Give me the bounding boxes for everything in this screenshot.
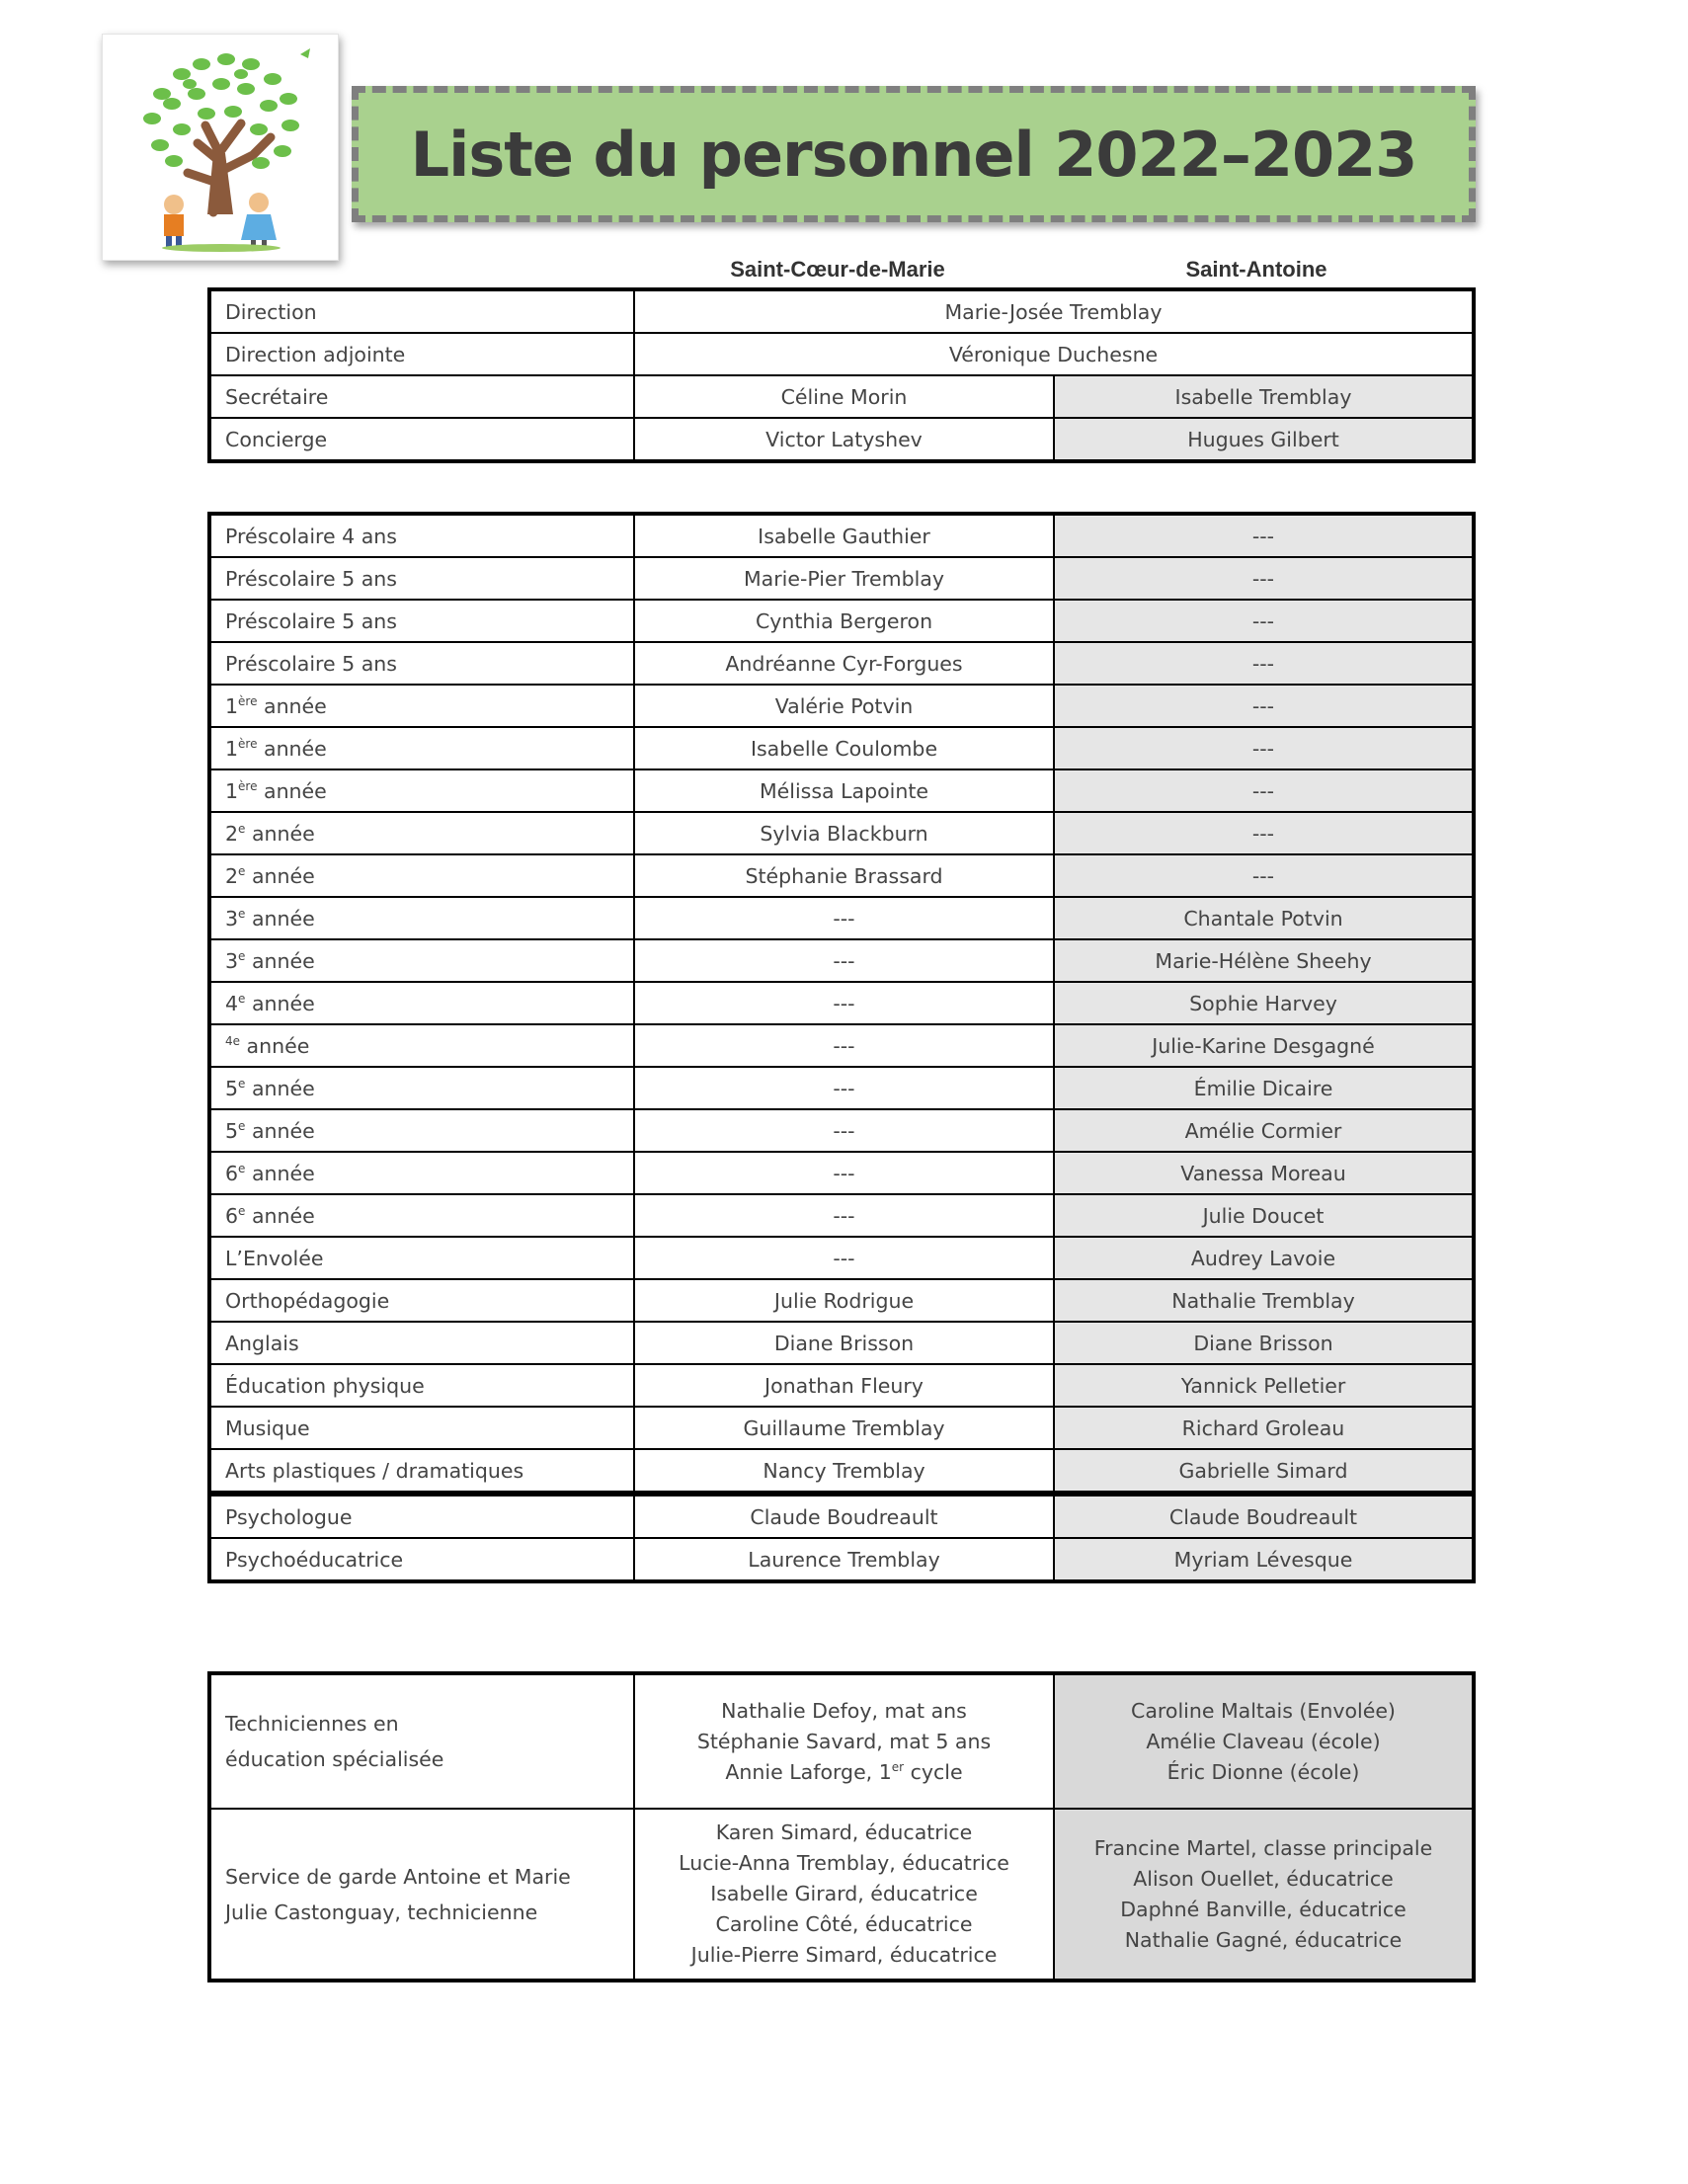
staff-cell-left [634, 1809, 1054, 1981]
ordinal-superscript: ère [238, 693, 258, 708]
staff-line: Alison Ouellet, éducatrice [1133, 1866, 1394, 1891]
role-cell [209, 1067, 634, 1109]
role-cell: Concierge [209, 418, 634, 461]
staff-cell-left: Guillaume Tremblay [634, 1407, 1054, 1449]
table-row [209, 333, 1474, 375]
staff-cell-left: --- [634, 982, 1054, 1024]
staff-cell-right: Amélie Cormier [1054, 1109, 1474, 1152]
table-row [209, 897, 1474, 939]
ordinal-superscript: ère [238, 778, 258, 793]
grade-word: année [245, 1203, 315, 1228]
table-row [209, 982, 1474, 1024]
staff-cell-right: --- [1054, 685, 1474, 727]
staff-cell-right: Émilie Dicaire [1054, 1067, 1474, 1109]
table-row [209, 289, 1474, 333]
staff-cell-left: Victor Latyshev [634, 418, 1054, 461]
ordinal-superscript: e [238, 1076, 246, 1091]
staff-cell-right: Isabelle Tremblay [1054, 375, 1474, 418]
role-cell: Préscolaire 4 ans [209, 514, 634, 557]
staff-cell-left: Julie Rodrigue [634, 1279, 1054, 1322]
table-row [209, 1364, 1474, 1407]
staff-cell-right [1054, 1809, 1474, 1981]
table-row-tes [209, 1673, 1474, 1809]
grade-number: 1 [225, 778, 239, 803]
grade-number: 5 [225, 1118, 239, 1143]
grade-number: 6 [225, 1203, 239, 1228]
grade-number: 1 [225, 693, 239, 718]
role-cell: L’Envolée [209, 1237, 634, 1279]
staff-cell-left: --- [634, 1109, 1054, 1152]
staff-cell-right: --- [1054, 727, 1474, 769]
grade-word: année [257, 736, 327, 761]
staff-line: Stéphanie Savard, mat 5 ans [696, 1729, 992, 1753]
ordinal-superscript: e [238, 1118, 246, 1133]
staff-cell-left: Diane Brisson [634, 1322, 1054, 1364]
table-row [209, 1494, 1474, 1538]
ordinal-superscript: er [891, 1759, 905, 1774]
staff-cell-left: --- [634, 1237, 1054, 1279]
staff-cell-right: Sophie Harvey [1054, 982, 1474, 1024]
role-cell: Préscolaire 5 ans [209, 642, 634, 685]
table-row [209, 939, 1474, 982]
grade-word: année [257, 693, 327, 718]
staff-cell-right: Claude Boudreault [1054, 1494, 1474, 1538]
grade-word: année [257, 778, 327, 803]
support-staff-table [207, 1671, 1476, 1982]
staff-line: Isabelle Girard, éducatrice [710, 1882, 978, 1905]
staff-cell-left: Claude Boudreault [634, 1494, 1054, 1538]
grade-word: année [240, 1033, 310, 1058]
staff-cell-right: Hugues Gilbert [1054, 418, 1474, 461]
role-label-line: éducation spécialisée [225, 1747, 444, 1771]
table-row [209, 1279, 1474, 1322]
role-cell [209, 812, 634, 854]
staff-line: Karen Simard, éducatrice [715, 1820, 973, 1844]
table-row [209, 514, 1474, 557]
table-row [209, 1152, 1474, 1194]
grade-word: année [245, 821, 315, 846]
table-row [209, 727, 1474, 769]
column-header-saint-coeur-de-marie: Saint-Cœur-de-Marie [730, 257, 945, 282]
grade-word: année [245, 906, 315, 930]
role-cell: Direction [209, 289, 634, 333]
grade-word: année [245, 863, 315, 888]
teaching-staff-table [207, 512, 1476, 1583]
staff-cell-left: Mélissa Lapointe [634, 769, 1054, 812]
title-banner [352, 86, 1476, 222]
staff-cell: Marie-Josée Tremblay [634, 289, 1474, 333]
role-cell [209, 727, 634, 769]
staff-cell-left: --- [634, 1024, 1054, 1067]
table-row-service-de-garde [209, 1809, 1474, 1981]
role-cell: Arts plastiques / dramatiques [209, 1449, 634, 1494]
staff-cell-left: Laurence Tremblay [634, 1538, 1054, 1581]
staff-cell-right: Richard Groleau [1054, 1407, 1474, 1449]
staff-line: Lucie-Anna Tremblay, éducatrice [679, 1851, 1009, 1875]
staff-cell-right: --- [1054, 854, 1474, 897]
table-row [209, 1109, 1474, 1152]
grade-word: année [245, 948, 315, 973]
staff-cell-right: Myriam Lévesque [1054, 1538, 1474, 1581]
staff-cell-left: Nancy Tremblay [634, 1449, 1054, 1494]
table-row [209, 600, 1474, 642]
role-cell: Préscolaire 5 ans [209, 600, 634, 642]
role-cell [209, 1024, 634, 1067]
staff-line: Francine Martel, classe principale [1093, 1835, 1433, 1860]
role-cell: Orthopédagogie [209, 1279, 634, 1322]
role-cell [209, 1673, 634, 1809]
ordinal-superscript: e [238, 906, 246, 921]
staff-cell-right: --- [1054, 642, 1474, 685]
table-row [209, 1024, 1474, 1067]
grade-number: 3 [225, 948, 239, 973]
staff-cell-right: --- [1054, 600, 1474, 642]
staff-cell-right: Vanessa Moreau [1054, 1152, 1474, 1194]
staff-cell-left: Isabelle Coulombe [634, 727, 1054, 769]
staff-cell-right: Audrey Lavoie [1054, 1237, 1474, 1279]
table-row [209, 1194, 1474, 1237]
role-cell [209, 1194, 634, 1237]
table-row [209, 854, 1474, 897]
administration-table [207, 287, 1476, 463]
role-label-line: Service de garde Antoine et Marie [225, 1864, 571, 1889]
role-cell [209, 769, 634, 812]
staff-cell: Véronique Duchesne [634, 333, 1474, 375]
role-cell [209, 854, 634, 897]
staff-cell-left [634, 1673, 1054, 1809]
role-cell [209, 1109, 634, 1152]
staff-cell-right: Gabrielle Simard [1054, 1449, 1474, 1494]
grade-number: 5 [225, 1076, 239, 1100]
ordinal-superscript: e [238, 1161, 246, 1175]
role-cell: Secrétaire [209, 375, 634, 418]
staff-cell-left: --- [634, 1067, 1054, 1109]
staff-cell-left: Andréanne Cyr-Forgues [634, 642, 1054, 685]
role-cell [209, 1809, 634, 1981]
role-cell: Psychologue [209, 1494, 634, 1538]
role-cell [209, 685, 634, 727]
staff-cell-left: Céline Morin [634, 375, 1054, 418]
staff-line: Nathalie Gagné, éducatrice [1124, 1927, 1403, 1952]
staff-cell-right: Chantale Potvin [1054, 897, 1474, 939]
staff-line: Caroline Côté, éducatrice [715, 1912, 973, 1936]
staff-cell-left: Isabelle Gauthier [634, 514, 1054, 557]
role-cell [209, 897, 634, 939]
staff-line: Amélie Claveau (école) [1146, 1729, 1381, 1753]
table-row [209, 812, 1474, 854]
role-cell: Musique [209, 1407, 634, 1449]
ordinal-superscript: e [238, 948, 246, 963]
grade-number: 6 [225, 1161, 239, 1185]
staff-cell-right: --- [1054, 514, 1474, 557]
staff-line: Julie-Pierre Simard, éducatrice [690, 1943, 998, 1967]
role-cell: Direction adjointe [209, 333, 634, 375]
staff-cell-right: Diane Brisson [1054, 1322, 1474, 1364]
role-cell: Préscolaire 5 ans [209, 557, 634, 600]
table-row [209, 1538, 1474, 1581]
ordinal-superscript: ère [238, 736, 258, 751]
table-row [209, 375, 1474, 418]
role-cell: Psychoéducatrice [209, 1538, 634, 1581]
role-label-line: Techniciennes en [225, 1712, 399, 1736]
staff-line: Daphné Banville, éducatrice [1120, 1897, 1407, 1921]
staff-cell-left: Cynthia Bergeron [634, 600, 1054, 642]
staff-line: Caroline Maltais (Envolée) [1131, 1698, 1396, 1723]
grade-number: 4 [225, 991, 239, 1015]
table-row [209, 1449, 1474, 1494]
staff-line [649, 1757, 1039, 1788]
staff-cell-left: --- [634, 1152, 1054, 1194]
staff-cell-left: Jonathan Fleury [634, 1364, 1054, 1407]
ordinal-superscript: e [238, 863, 246, 878]
staff-line: Nathalie Defoy, mat ans [721, 1698, 967, 1723]
role-cell [209, 939, 634, 982]
staff-cell-left: Stéphanie Brassard [634, 854, 1054, 897]
page-title: Liste du personnel 2022–2023 [410, 118, 1417, 191]
staff-cell-right: Nathalie Tremblay [1054, 1279, 1474, 1322]
table-row [209, 1237, 1474, 1279]
staff-cell-right: Julie Doucet [1054, 1194, 1474, 1237]
staff-cell-left: Valérie Potvin [634, 685, 1054, 727]
ordinal-superscript: 4e [225, 1033, 241, 1048]
ordinal-superscript: e [238, 1203, 246, 1218]
role-cell [209, 1152, 634, 1194]
table-row [209, 557, 1474, 600]
column-header-saint-antoine: Saint-Antoine [1185, 257, 1327, 282]
staff-cell-right: Marie-Hélène Sheehy [1054, 939, 1474, 982]
staff-cell-left: --- [634, 1194, 1054, 1237]
staff-cell-left: Sylvia Blackburn [634, 812, 1054, 854]
staff-line: Éric Dionne (école) [1166, 1759, 1360, 1784]
table-row [209, 1407, 1474, 1449]
role-cell [209, 982, 634, 1024]
school-logo [102, 34, 339, 261]
table-row [209, 1322, 1474, 1364]
staff-cell-left: --- [634, 939, 1054, 982]
role-cell: Anglais [209, 1322, 634, 1364]
staff-cell-right: Yannick Pelletier [1054, 1364, 1474, 1407]
staff-cell-right: --- [1054, 557, 1474, 600]
role-label-line: Julie Castonguay, technicienne [225, 1900, 538, 1924]
staff-cell-right: --- [1054, 812, 1474, 854]
table-row [209, 769, 1474, 812]
grade-word: année [245, 1161, 315, 1185]
staff-cell-left: Marie-Pier Tremblay [634, 557, 1054, 600]
table-row [209, 685, 1474, 727]
grade-number: 1 [225, 736, 239, 761]
grade-word: année [245, 1076, 315, 1100]
table-row [209, 418, 1474, 461]
grade-number: 3 [225, 906, 239, 930]
ordinal-superscript: e [238, 821, 246, 836]
staff-cell-right [1054, 1673, 1474, 1809]
grade-number: 2 [225, 863, 239, 888]
grade-number: 2 [225, 821, 239, 846]
staff-cell-right: Julie-Karine Desgagné [1054, 1024, 1474, 1067]
grade-word: année [245, 991, 315, 1015]
staff-cell-left: --- [634, 897, 1054, 939]
table-row [209, 1067, 1474, 1109]
grade-word: année [245, 1118, 315, 1143]
staff-line-text: cycle [904, 1759, 963, 1784]
table-row [209, 642, 1474, 685]
tree-logo-icon [103, 35, 338, 260]
staff-line-text: Annie Laforge, 1 [725, 1759, 892, 1784]
staff-cell-right: --- [1054, 769, 1474, 812]
role-cell: Éducation physique [209, 1364, 634, 1407]
ordinal-superscript: e [238, 991, 246, 1006]
